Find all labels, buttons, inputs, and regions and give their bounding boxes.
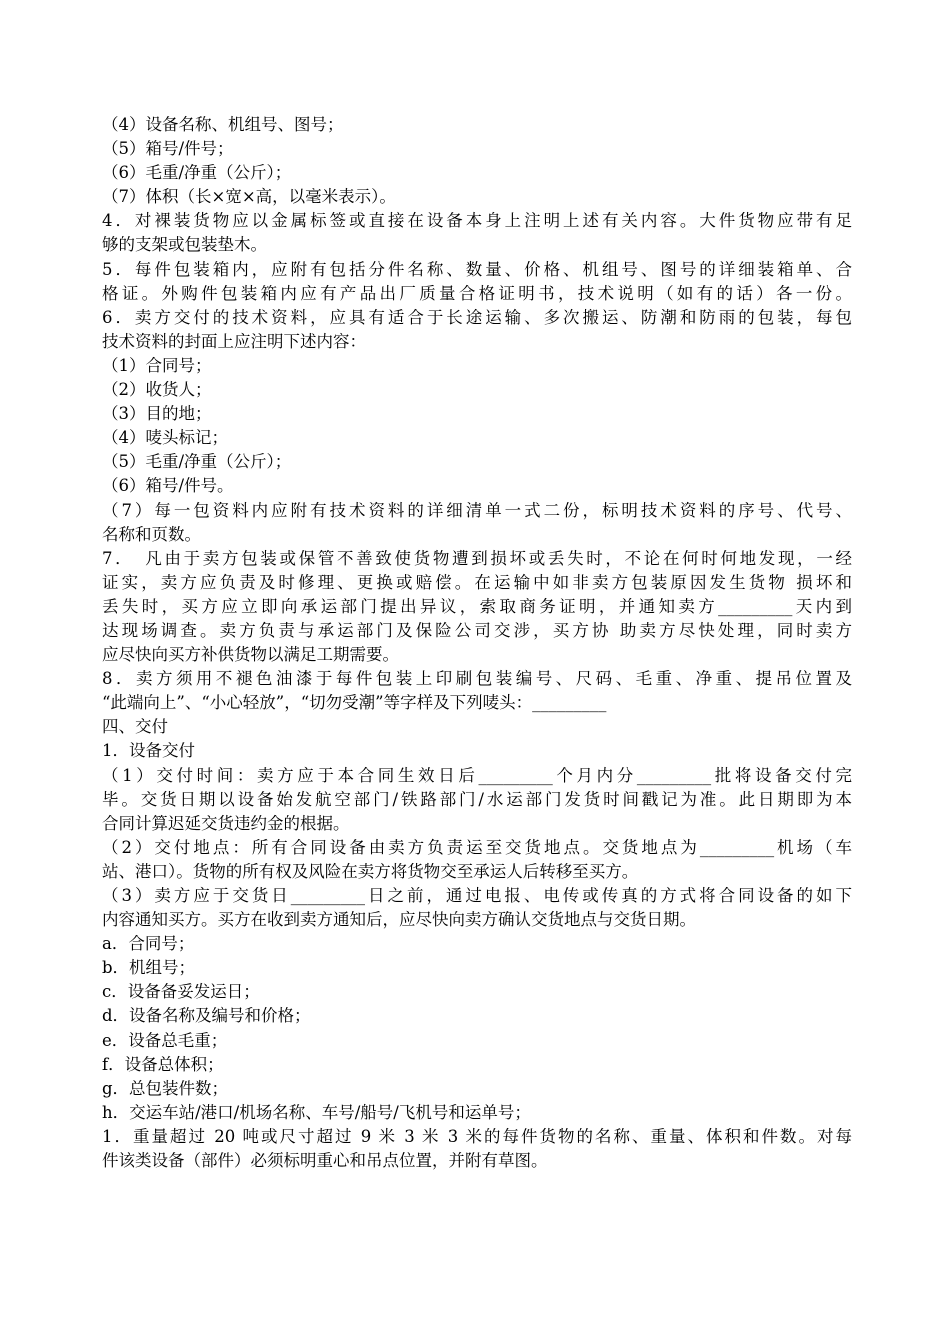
text-line: 毕。交货日期以设备始发航空部门/铁路部门/水运部门发货时间戳记为准。此日期即为本 (102, 789, 852, 809)
text-line: 应尽快向买方补供货物以满足工期需要。 (102, 645, 399, 665)
text-line: d．设备名称及编号和价格； (102, 1006, 311, 1026)
text-line: b．机组号； (102, 958, 196, 978)
text-line: h．交运车站/港口/机场名称、车号/船号/飞机号和运单号； (102, 1102, 531, 1122)
text-line: 件该类设备（部件）必须标明重心和吊点位置，并附有草图。 (102, 1151, 548, 1171)
text-line: （2）交付地点：所有合同设备由卖方负责运至交货地点。交货地点为_________机场（车 (102, 837, 852, 857)
text-line: 1．重量超过 20 吨或尺寸超过 9 米 3 米 3 米的每件货物的名称、重量、体积和件数。对每 (102, 1126, 852, 1146)
text-line: （6）毛重/净重（公斤）； (102, 163, 292, 183)
text-line: （1）交付时间：卖方应于本合同生效日后_________个月内分_________批将设备交付完 (102, 765, 852, 785)
text-line: 够的支架或包装垫木。 (102, 235, 267, 255)
text-line: （2）收货人； (102, 380, 212, 400)
text-line: c．设备备妥发运日； (102, 982, 260, 1002)
text-line: g．总包装件数； (102, 1078, 229, 1098)
text-line: （4）唛头标记； (102, 428, 228, 448)
text-line: （6）箱号/件号。 (102, 476, 234, 496)
text-line: 合同计算迟延交货违约金的根据。 (102, 813, 350, 833)
text-line: 证实，卖方应负责及时修理、更换或赔偿。在运输中如非卖方包装原因发生货物 损坏和 (102, 572, 852, 592)
text-line: 丢失时，买方应立即向承运部门提出异议，索取商务证明，并通知卖方_________天内到 (102, 596, 852, 616)
text-line: 四、交付 (102, 717, 168, 737)
text-line: （7）每一包资料内应附有技术资料的详细清单一式二份，标明技术资料的序号、代号、 (102, 500, 852, 520)
text-line: 1．设备交付 (102, 741, 195, 761)
text-line: 6．卖方交付的技术资料，应具有适合于长途运输、多次搬运、防潮和防雨的包装，每包 (102, 307, 852, 327)
text-line: 7． 凡由于卖方包装或保管不善致使货物遭到损坏或丢失时，不论在何时何地发现，一经 (102, 548, 852, 568)
text-line: （3）目的地； (102, 404, 212, 424)
text-line: （1）合同号； (102, 355, 212, 375)
document-body (102, 113, 852, 1173)
text-line: （7）体积（长×宽×高，以毫米表示）。 (102, 187, 396, 207)
text-line: （4）设备名称、机组号、图号； (102, 115, 344, 134)
text-line: 名称和页数。 (102, 524, 201, 544)
text-line: f．设备总体积； (102, 1054, 224, 1074)
text-line: 4．对裸装货物应以金属标签或直接在设备本身上注明上述有关内容。大件货物应带有足 (102, 211, 852, 231)
text-line: e．设备总毛重； (102, 1030, 228, 1050)
text-line: （3）卖方应于交货日_________日之前，通过电报、电传或传真的方式将合同设备的如下 (102, 886, 852, 905)
text-line: 内容通知买方。买方在收到卖方通知后，应尽快向卖方确认交货地点与交货日期。 (102, 910, 696, 930)
text-line: （5）箱号/件号； (102, 139, 234, 159)
text-line: “此端向上”、“小心轻放”，“切勿受潮”等字样及下列唛头：_________ (102, 693, 607, 713)
text-line: 技术资料的封面上应注明下述内容： (102, 331, 366, 351)
text-line: 8．卖方须用不褪色油漆于每件包装上印刷包装编号、尺码、毛重、净重、提吊位置及 (102, 669, 852, 689)
text-line: （5）毛重/净重（公斤）； (102, 452, 292, 472)
text-line: 格证。外购件包装箱内应有产品出厂质量合格证明书，技术说明（如有的话）各一份。 (102, 283, 852, 303)
text-line: 5．每件包装箱内，应附有包括分件名称、数量、价格、机组号、图号的详细装箱单、合 (102, 259, 852, 279)
text-line: a．合同号； (102, 934, 195, 954)
text-line: 站、港口）。货物的所有权及风险在卖方将货物交至承运人后转移至买方。 (102, 861, 639, 881)
text-line: 达现场调查。卖方负责与承运部门及保险公司交涉，买方协 助卖方尽快处理，同时卖方 (102, 620, 852, 640)
